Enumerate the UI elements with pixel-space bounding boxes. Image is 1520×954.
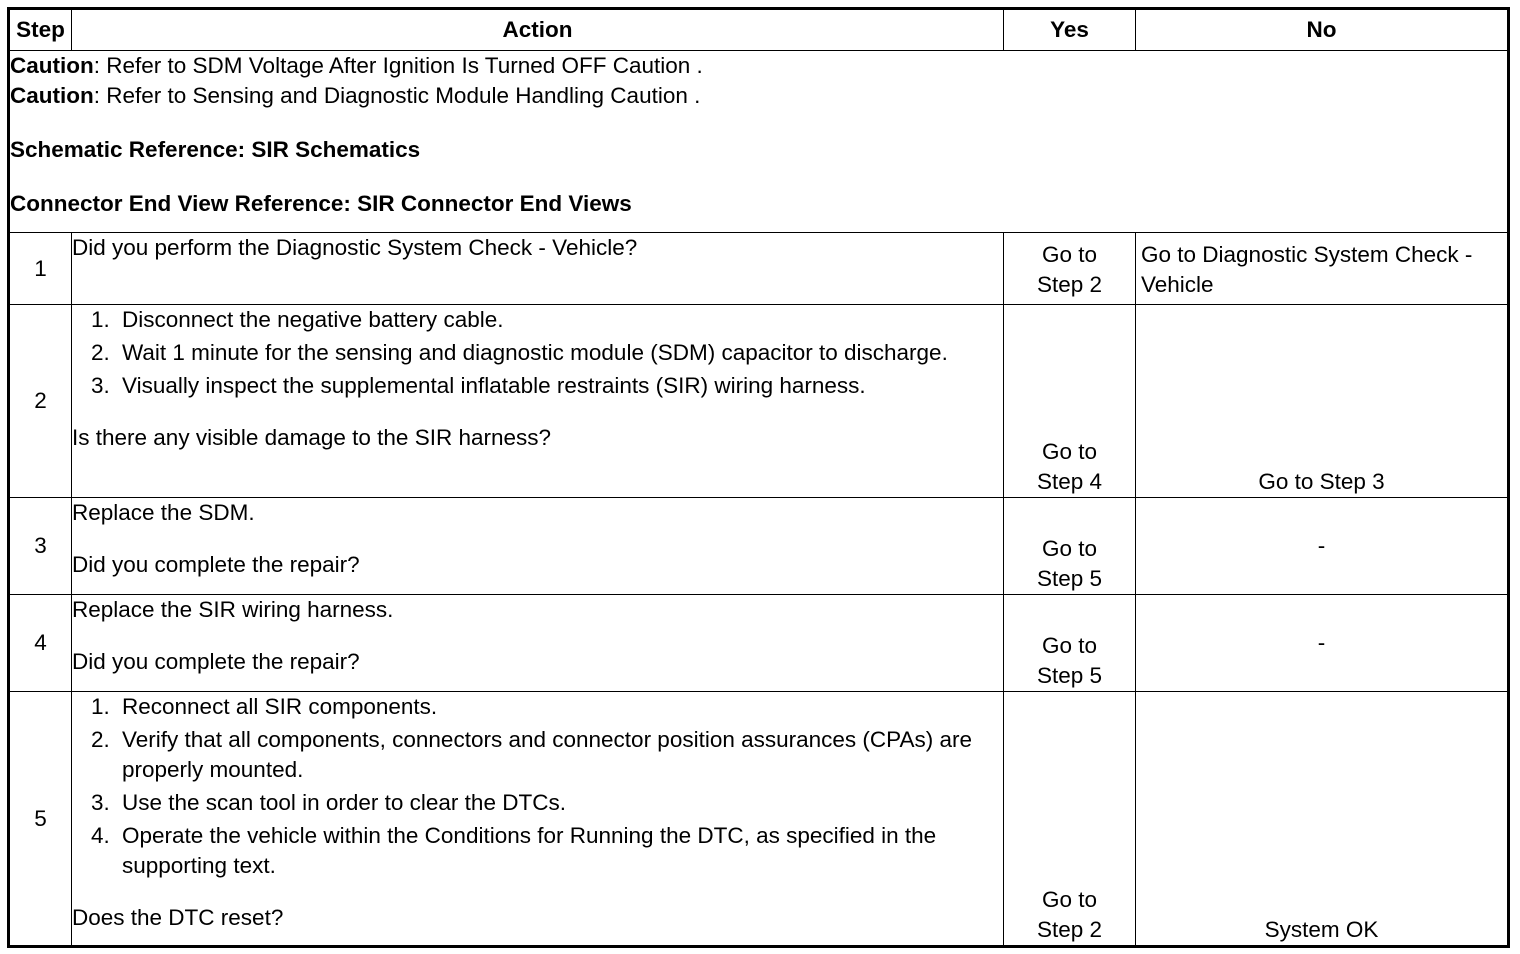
action-cell	[72, 233, 1004, 305]
caution-label: Caution	[10, 53, 94, 78]
caution-line-1	[10, 51, 1507, 81]
no-cell: -	[1136, 498, 1509, 595]
question-text: Did you complete the repair?	[72, 552, 360, 577]
question-text: Is there any visible damage to the SIR harness?	[72, 425, 552, 450]
yes-cell: Go to Step 2	[1004, 233, 1136, 305]
list-item: 2. Verify that all components, connectors and connector position assurances (CPAs) are properly mounted.	[116, 725, 1003, 785]
question-text: Did you perform the Diagnostic System Check - Vehicle?	[72, 235, 638, 260]
caution-text: : Refer to SDM Voltage After Ignition Is Turned OFF Caution .	[93, 53, 703, 78]
action-cell	[72, 692, 1004, 947]
step-number: 4	[9, 595, 72, 692]
list-item: 1. Reconnect all SIR components.	[116, 692, 1003, 722]
intro-row	[9, 51, 1509, 233]
step-number: 1	[9, 233, 72, 305]
instruction-list	[72, 305, 1003, 401]
yes-cell: Go to Step 5	[1004, 595, 1136, 692]
no-cell: -	[1136, 595, 1509, 692]
step-number: 5	[9, 692, 72, 947]
caution-label: Caution	[10, 83, 94, 108]
action-cell	[72, 305, 1004, 498]
connector-reference: Connector End View Reference: SIR Connector End Views	[10, 191, 632, 216]
list-item: 2. Wait 1 minute for the sensing and diagnostic module (SDM) capacitor to discharge.	[116, 338, 1003, 368]
instruction-text: Replace the SDM.	[72, 500, 255, 525]
instruction-text: Replace the SIR wiring harness.	[72, 597, 394, 622]
caution-line-2	[10, 81, 1507, 111]
no-cell: System OK	[1136, 692, 1509, 947]
yes-cell: Go to Step 2	[1004, 692, 1136, 947]
intro-cell	[9, 51, 1509, 233]
caution-text: : Refer to Sensing and Diagnostic Module Handling Caution .	[93, 83, 701, 108]
yes-cell: Go to Step 4	[1004, 305, 1136, 498]
list-item: 4. Operate the vehicle within the Conditions for Running the DTC, as specified in the supporting text.	[116, 821, 1003, 881]
step-number: 2	[9, 305, 72, 498]
header-no: No	[1136, 9, 1509, 51]
table-row	[9, 305, 1509, 498]
header-row	[9, 9, 1509, 51]
question-text: Does the DTC reset?	[72, 905, 284, 930]
header-yes: Yes	[1004, 9, 1136, 51]
question-text: Did you complete the repair?	[72, 649, 360, 674]
list-item: 3. Visually inspect the supplemental inflatable restraints (SIR) wiring harness.	[116, 371, 1003, 401]
no-cell: Go to Step 3	[1136, 305, 1509, 498]
schematic-reference: Schematic Reference: SIR Schematics	[10, 137, 421, 162]
diagnostic-table	[7, 7, 1510, 948]
list-item: 1. Disconnect the negative battery cable.	[116, 305, 1003, 335]
step-number: 3	[9, 498, 72, 595]
table-row	[9, 692, 1509, 947]
table-row	[9, 498, 1509, 595]
header-action: Action	[72, 9, 1004, 51]
no-cell: Go to Diagnostic System Check - Vehicle	[1136, 233, 1509, 305]
list-item: 3. Use the scan tool in order to clear the DTCs.	[116, 788, 1003, 818]
instruction-list	[72, 692, 1003, 881]
action-cell	[72, 595, 1004, 692]
action-cell	[72, 498, 1004, 595]
table-row	[9, 233, 1509, 305]
yes-cell: Go to Step 5	[1004, 498, 1136, 595]
table-row	[9, 595, 1509, 692]
header-step: Step	[9, 9, 72, 51]
